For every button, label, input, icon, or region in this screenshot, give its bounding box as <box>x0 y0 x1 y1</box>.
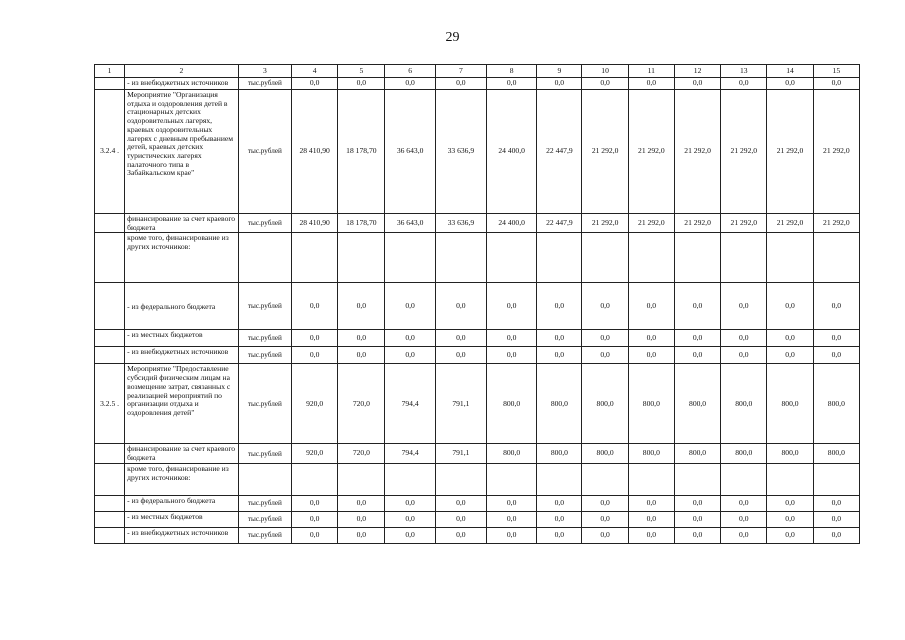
value-cell <box>487 233 537 283</box>
value-cell: 0,0 <box>385 78 435 90</box>
table-row <box>95 511 860 527</box>
value-cell: 920,0 <box>292 444 338 463</box>
value-cell: 0,0 <box>338 330 385 347</box>
value-cell: 21 292,0 <box>674 214 720 233</box>
value-cell: 0,0 <box>674 283 720 330</box>
item-code <box>95 463 125 495</box>
item-description: финансирование за счет краевого бюджета <box>125 214 239 233</box>
value-cell: 800,0 <box>674 364 720 444</box>
value-cell: 0,0 <box>674 347 720 364</box>
value-cell <box>628 463 674 495</box>
value-cell: 0,0 <box>487 347 537 364</box>
value-cell: 800,0 <box>674 444 720 463</box>
value-cell: 0,0 <box>292 283 338 330</box>
header-cell: 15 <box>813 65 859 78</box>
value-cell: 0,0 <box>721 78 767 90</box>
value-cell: 0,0 <box>537 283 582 330</box>
value-cell: 0,0 <box>721 283 767 330</box>
table-body <box>95 65 860 544</box>
value-cell: 0,0 <box>582 78 628 90</box>
value-cell: 0,0 <box>628 495 674 511</box>
value-cell: 0,0 <box>721 347 767 364</box>
item-description: - из федерального бюджета <box>125 283 239 330</box>
value-cell: 800,0 <box>721 444 767 463</box>
value-cell: 18 178,70 <box>338 214 385 233</box>
value-cell: 0,0 <box>292 495 338 511</box>
value-cell <box>628 233 674 283</box>
page-number: 29 <box>445 30 460 45</box>
item-code <box>95 283 125 330</box>
value-cell: 0,0 <box>813 511 859 527</box>
header-cell: 9 <box>537 65 582 78</box>
table-row <box>95 527 860 543</box>
value-cell <box>292 233 338 283</box>
value-cell: 0,0 <box>385 527 435 543</box>
value-cell: 0,0 <box>721 495 767 511</box>
table-row <box>95 233 860 283</box>
value-cell: 0,0 <box>721 330 767 347</box>
value-cell: 0,0 <box>537 527 582 543</box>
value-cell: 0,0 <box>338 78 385 90</box>
value-cell: 800,0 <box>582 444 628 463</box>
table-row <box>95 364 860 444</box>
header-cell: 2 <box>125 65 239 78</box>
value-cell: 0,0 <box>292 511 338 527</box>
value-cell: 800,0 <box>628 444 674 463</box>
value-cell: 0,0 <box>628 347 674 364</box>
item-description: - из внебюджетных источников <box>125 347 239 364</box>
value-cell: 0,0 <box>487 495 537 511</box>
table-row <box>95 330 860 347</box>
value-cell: 0,0 <box>292 330 338 347</box>
value-cell: 800,0 <box>767 444 813 463</box>
value-cell: 21 292,0 <box>582 214 628 233</box>
item-unit: тыс.рублей <box>238 444 291 463</box>
value-cell: 0,0 <box>674 527 720 543</box>
value-cell: 0,0 <box>767 495 813 511</box>
value-cell: 28 410,90 <box>292 90 338 214</box>
value-cell: 0,0 <box>338 283 385 330</box>
header-cell: 14 <box>767 65 813 78</box>
header-row <box>95 65 860 78</box>
item-description: Мероприятие "Предоставление субсидий физическим лицам на возмещение затрат, связанных с реализацией мероприятий по организации отдыха и оздоровления детей" <box>125 364 239 444</box>
value-cell: 920,0 <box>292 364 338 444</box>
value-cell: 0,0 <box>582 527 628 543</box>
value-cell: 0,0 <box>487 330 537 347</box>
value-cell: 720,0 <box>338 444 385 463</box>
value-cell: 22 447,9 <box>537 214 582 233</box>
value-cell: 0,0 <box>292 78 338 90</box>
item-unit: тыс.рублей <box>238 347 291 364</box>
table-row <box>95 463 860 495</box>
value-cell: 0,0 <box>487 511 537 527</box>
value-cell: 0,0 <box>674 495 720 511</box>
item-code <box>95 527 125 543</box>
budget-table <box>94 64 860 544</box>
table-row <box>95 90 860 214</box>
header-cell: 5 <box>338 65 385 78</box>
value-cell <box>582 463 628 495</box>
value-cell: 0,0 <box>435 511 486 527</box>
value-cell: 0,0 <box>435 527 486 543</box>
item-unit: тыс.рублей <box>238 78 291 90</box>
value-cell: 800,0 <box>628 364 674 444</box>
value-cell <box>721 233 767 283</box>
item-unit: тыс.рублей <box>238 527 291 543</box>
header-cell: 7 <box>435 65 486 78</box>
item-code: 3.2.4 . <box>95 90 125 214</box>
value-cell <box>537 233 582 283</box>
value-cell: 21 292,0 <box>813 90 859 214</box>
value-cell: 33 636,9 <box>435 90 486 214</box>
value-cell: 0,0 <box>813 330 859 347</box>
value-cell: 0,0 <box>767 527 813 543</box>
item-description: кроме того, финансирование из других источников: <box>125 233 239 283</box>
value-cell: 0,0 <box>487 78 537 90</box>
value-cell: 21 292,0 <box>813 214 859 233</box>
item-unit <box>238 233 291 283</box>
value-cell: 0,0 <box>813 283 859 330</box>
value-cell: 0,0 <box>721 511 767 527</box>
value-cell: 36 643,0 <box>385 214 435 233</box>
header-cell: 10 <box>582 65 628 78</box>
value-cell: 0,0 <box>338 511 385 527</box>
item-unit: тыс.рублей <box>238 495 291 511</box>
value-cell: 800,0 <box>487 444 537 463</box>
header-cell: 13 <box>721 65 767 78</box>
value-cell: 0,0 <box>582 330 628 347</box>
value-cell: 0,0 <box>435 283 486 330</box>
value-cell: 0,0 <box>813 78 859 90</box>
value-cell: 0,0 <box>813 527 859 543</box>
value-cell: 0,0 <box>628 78 674 90</box>
value-cell: 0,0 <box>292 347 338 364</box>
value-cell <box>813 233 859 283</box>
value-cell: 0,0 <box>813 495 859 511</box>
header-cell: 12 <box>674 65 720 78</box>
item-unit <box>238 463 291 495</box>
value-cell: 0,0 <box>338 347 385 364</box>
value-cell: 0,0 <box>628 330 674 347</box>
value-cell: 0,0 <box>582 347 628 364</box>
value-cell: 0,0 <box>385 283 435 330</box>
item-code <box>95 495 125 511</box>
value-cell <box>338 463 385 495</box>
header-cell: 3 <box>238 65 291 78</box>
item-code <box>95 444 125 463</box>
value-cell: 0,0 <box>582 283 628 330</box>
header-cell: 6 <box>385 65 435 78</box>
value-cell: 800,0 <box>582 364 628 444</box>
value-cell: 21 292,0 <box>582 90 628 214</box>
item-unit: тыс.рублей <box>238 214 291 233</box>
value-cell: 0,0 <box>674 78 720 90</box>
value-cell: 0,0 <box>487 527 537 543</box>
item-code <box>95 78 125 90</box>
item-description: - из местных бюджетов <box>125 511 239 527</box>
value-cell: 0,0 <box>435 347 486 364</box>
item-description: - из внебюджетных источников <box>125 78 239 90</box>
value-cell: 0,0 <box>721 527 767 543</box>
value-cell: 21 292,0 <box>721 214 767 233</box>
table-row <box>95 444 860 463</box>
item-code <box>95 330 125 347</box>
value-cell: 0,0 <box>385 495 435 511</box>
value-cell: 0,0 <box>385 330 435 347</box>
value-cell: 0,0 <box>537 78 582 90</box>
value-cell <box>813 463 859 495</box>
value-cell: 21 292,0 <box>628 214 674 233</box>
item-code: 3.2.5 . <box>95 364 125 444</box>
table-row <box>95 78 860 90</box>
item-unit: тыс.рублей <box>238 511 291 527</box>
value-cell: 0,0 <box>767 347 813 364</box>
value-cell: 800,0 <box>537 364 582 444</box>
value-cell <box>385 463 435 495</box>
value-cell: 0,0 <box>628 511 674 527</box>
value-cell <box>435 233 486 283</box>
value-cell: 0,0 <box>582 495 628 511</box>
value-cell <box>674 463 720 495</box>
value-cell: 794,4 <box>385 364 435 444</box>
item-unit: тыс.рублей <box>238 283 291 330</box>
value-cell: 800,0 <box>487 364 537 444</box>
value-cell: 28 410,90 <box>292 214 338 233</box>
value-cell: 0,0 <box>537 495 582 511</box>
value-cell: 800,0 <box>721 364 767 444</box>
value-cell: 0,0 <box>487 283 537 330</box>
value-cell: 0,0 <box>385 511 435 527</box>
value-cell: 33 636,9 <box>435 214 486 233</box>
value-cell: 0,0 <box>767 283 813 330</box>
item-code <box>95 214 125 233</box>
item-description: Мероприятие "Организация отдыха и оздоровления детей в стационарных детских оздоровительных лагерях, краевых оздоровительных лагерях с дневным пребыванием детей, краевых детских туристических лагерях палаточного типа в Забайкальском крае" <box>125 90 239 214</box>
value-cell: 791,1 <box>435 444 486 463</box>
value-cell: 0,0 <box>338 495 385 511</box>
value-cell: 36 643,0 <box>385 90 435 214</box>
value-cell <box>292 463 338 495</box>
value-cell: 18 178,70 <box>338 90 385 214</box>
item-code <box>95 347 125 364</box>
value-cell: 800,0 <box>813 444 859 463</box>
value-cell <box>767 463 813 495</box>
item-unit: тыс.рублей <box>238 364 291 444</box>
value-cell: 21 292,0 <box>721 90 767 214</box>
value-cell: 800,0 <box>813 364 859 444</box>
value-cell <box>385 233 435 283</box>
item-description: - из внебюджетных источников <box>125 527 239 543</box>
value-cell: 21 292,0 <box>767 214 813 233</box>
item-code <box>95 511 125 527</box>
value-cell: 800,0 <box>537 444 582 463</box>
value-cell: 0,0 <box>582 511 628 527</box>
value-cell <box>487 463 537 495</box>
item-description: - из федерального бюджета <box>125 495 239 511</box>
value-cell: 0,0 <box>385 347 435 364</box>
value-cell: 0,0 <box>767 511 813 527</box>
value-cell: 0,0 <box>767 330 813 347</box>
value-cell: 794,4 <box>385 444 435 463</box>
value-cell: 22 447,9 <box>537 90 582 214</box>
value-cell: 0,0 <box>674 330 720 347</box>
header-cell: 11 <box>628 65 674 78</box>
value-cell: 21 292,0 <box>628 90 674 214</box>
value-cell: 0,0 <box>628 283 674 330</box>
item-description: кроме того, финансирование из других источников: <box>125 463 239 495</box>
value-cell: 0,0 <box>537 330 582 347</box>
header-cell: 8 <box>487 65 537 78</box>
value-cell <box>582 233 628 283</box>
value-cell: 0,0 <box>338 527 385 543</box>
table-row <box>95 283 860 330</box>
table-row <box>95 214 860 233</box>
value-cell: 0,0 <box>435 495 486 511</box>
table-row <box>95 347 860 364</box>
value-cell <box>721 463 767 495</box>
value-cell: 800,0 <box>767 364 813 444</box>
value-cell: 24 400,0 <box>487 214 537 233</box>
value-cell: 791,1 <box>435 364 486 444</box>
value-cell: 0,0 <box>435 78 486 90</box>
value-cell: 21 292,0 <box>767 90 813 214</box>
value-cell: 0,0 <box>674 511 720 527</box>
header-cell: 1 <box>95 65 125 78</box>
item-unit: тыс.рублей <box>238 90 291 214</box>
header-cell: 4 <box>292 65 338 78</box>
value-cell <box>674 233 720 283</box>
table-row <box>95 495 860 511</box>
value-cell: 720,0 <box>338 364 385 444</box>
value-cell: 21 292,0 <box>674 90 720 214</box>
value-cell: 0,0 <box>767 78 813 90</box>
value-cell <box>767 233 813 283</box>
value-cell: 0,0 <box>813 347 859 364</box>
item-description: - из местных бюджетов <box>125 330 239 347</box>
item-unit: тыс.рублей <box>238 330 291 347</box>
value-cell <box>435 463 486 495</box>
value-cell: 0,0 <box>292 527 338 543</box>
value-cell <box>537 463 582 495</box>
item-description: финансирование за счет краевого бюджета <box>125 444 239 463</box>
value-cell: 0,0 <box>628 527 674 543</box>
value-cell: 0,0 <box>435 330 486 347</box>
value-cell: 0,0 <box>537 511 582 527</box>
value-cell <box>338 233 385 283</box>
value-cell: 24 400,0 <box>487 90 537 214</box>
value-cell: 0,0 <box>537 347 582 364</box>
item-code <box>95 233 125 283</box>
